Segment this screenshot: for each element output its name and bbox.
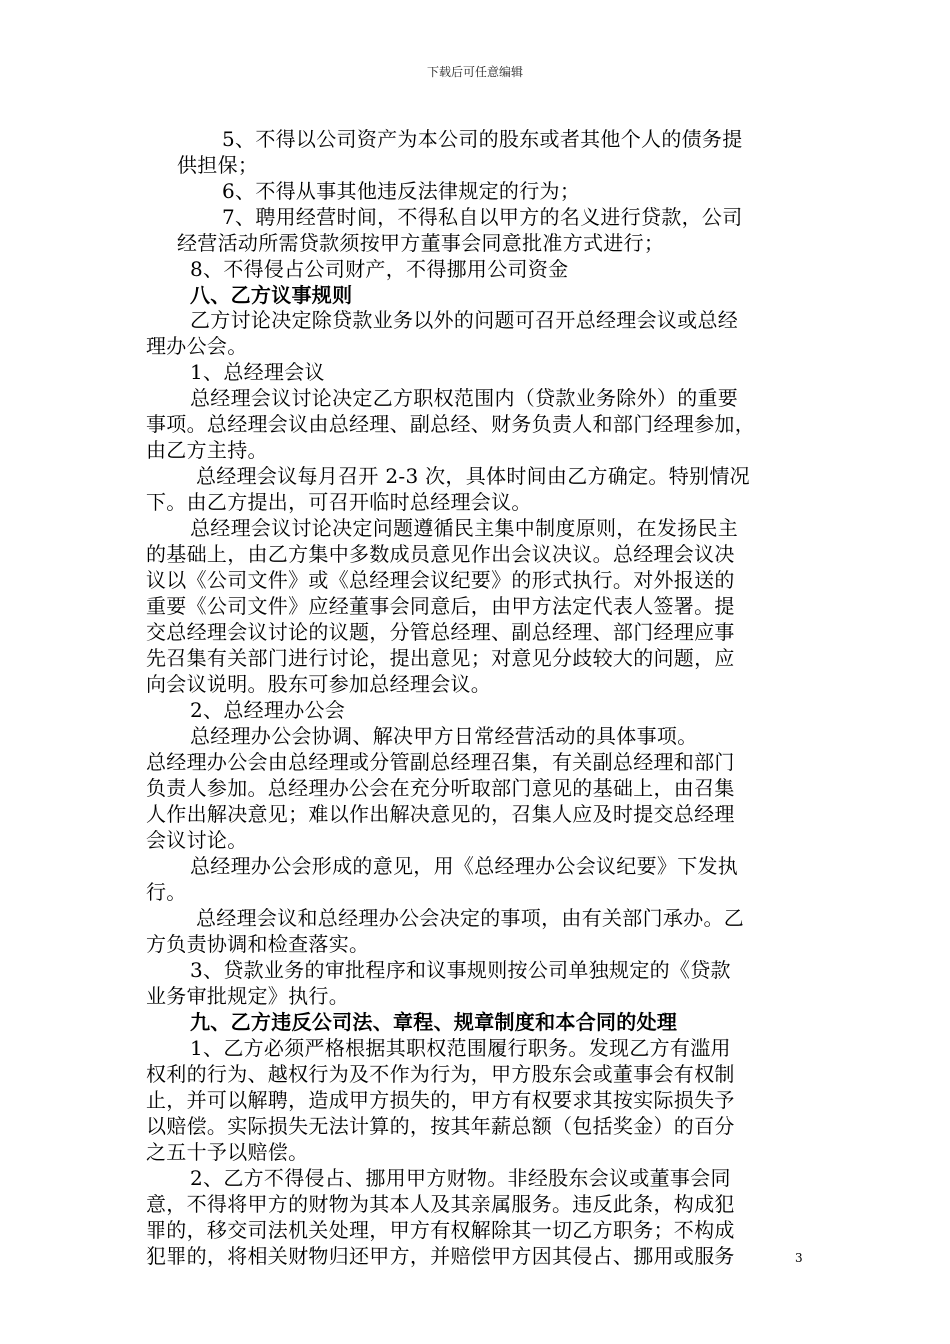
text-line: 总经理会议和总经理办公会决定的事项，由有关部门承办。乙 — [196, 906, 745, 930]
text-line: 3、贷款业务的审批程序和议事规则按公司单独规定的《贷款 — [190, 958, 731, 982]
text-line: 8、不得侵占公司财产，不得挪用公司资金 — [190, 257, 569, 281]
text-line: 2、总经理办公会 — [190, 698, 346, 722]
page-header: 下载后可任意编辑 — [426, 65, 523, 79]
text-line: 交总经理会议讨论的议题，分管总经理、副总经理、部门经理应事 — [146, 620, 735, 644]
text-line: 1、总经理会议 — [190, 360, 325, 384]
text-line: 5、不得以公司资产为本公司的股东或者其他个人的债务提 — [222, 127, 743, 151]
text-line: 权利的行为、越权行为及不作为行为，甲方股东会或董事会有权制 — [146, 1062, 735, 1086]
text-line: 7、聘用经营时间，不得私自以甲方的名义进行贷款，公司 — [222, 205, 743, 229]
text-line: 总经理会议讨论决定问题遵循民主集中制度原则，在发扬民主 — [190, 516, 739, 540]
text-line: 议以《公司文件》或《总经理会议纪要》的形式执行。对外报送的 — [146, 568, 735, 592]
text-line: 乙方讨论决定除贷款业务以外的问题可召开总经理会议或总经 — [190, 308, 739, 332]
text-line: 事项。总经理会议由总经理、副总经、财务负责人和部门经理参加， — [146, 412, 755, 436]
text-line: 止，并可以解聘，造成甲方损失的，甲方有权要求其按实际损失予 — [146, 1088, 735, 1112]
text-line: 下。由乙方提出，可召开临时总经理会议。 — [146, 490, 532, 514]
text-line: 总经理办公会形成的意见，用《总经理办公会议纪要》下发执 — [190, 854, 739, 878]
text-line: 供担保； — [177, 153, 259, 177]
text-line: 会议讨论。 — [146, 828, 248, 852]
section-heading: 八、乙方议事规则 — [190, 283, 353, 307]
text-line: 由乙方主持。 — [146, 438, 268, 462]
text-line: 负责人参加。总经理办公会在充分听取部门意见的基础上，由召集 — [146, 776, 735, 800]
text-line: 意，不得将甲方的财物为其本人及其亲属服务。违反此条，构成犯 — [146, 1192, 735, 1216]
text-line: 罪的，移交司法机关处理，甲方有权解除其一切乙方职务；不构成 — [146, 1218, 735, 1242]
page-number: 3 — [795, 1251, 803, 1265]
text-line: 总经理会议每月召开 2-3 次，具体时间由乙方确定。特别情况 — [196, 464, 750, 488]
text-line: 以赔偿。实际损失无法计算的，按其年薪总额（包括奖金）的百分 — [146, 1114, 735, 1138]
text-line: 总经理办公会协调、解决甲方日常经营活动的具体事项。 — [190, 724, 698, 748]
text-line: 之五十予以赔偿。 — [146, 1140, 309, 1164]
text-line: 理办公会。 — [146, 334, 248, 358]
section-heading: 九、乙方违反公司法、章程、规章制度和本合同的处理 — [190, 1010, 678, 1034]
text-line: 向会议说明。股东可参加总经理会议。 — [146, 672, 492, 696]
text-line: 2、乙方不得侵占、挪用甲方财物。非经股东会议或董事会同 — [190, 1166, 731, 1190]
text-line: 犯罪的，将相关财物归还甲方，并赔偿甲方因其侵占、挪用或服务 — [146, 1244, 735, 1268]
text-line: 1、乙方必须严格根据其职权范围履行职务。发现乙方有滥用 — [190, 1036, 731, 1060]
text-line: 人作出解决意见；难以作出解决意见的，召集人应及时提交总经理 — [146, 802, 735, 826]
text-line: 经营活动所需贷款须按甲方董事会同意批准方式进行； — [177, 231, 665, 255]
text-line: 先召集有关部门进行讨论，提出意见；对意见分歧较大的问题，应 — [146, 646, 735, 670]
text-line: 的基础上，由乙方集中多数成员意见作出会议决议。总经理会议决 — [146, 542, 735, 566]
text-line: 方负责协调和检查落实。 — [146, 932, 370, 956]
text-line: 重要《公司文件》应经董事会同意后，由甲方法定代表人签署。提 — [146, 594, 735, 618]
text-line: 行。 — [146, 880, 187, 904]
text-line: 总经理会议讨论决定乙方职权范围内（贷款业务除外）的重要 — [190, 386, 739, 410]
text-line: 业务审批规定》执行。 — [146, 984, 349, 1008]
text-line: 总经理办公会由总经理或分管副总经理召集，有关副总经理和部门 — [146, 750, 735, 774]
text-line: 6、不得从事其他违反法律规定的行为； — [222, 179, 581, 203]
